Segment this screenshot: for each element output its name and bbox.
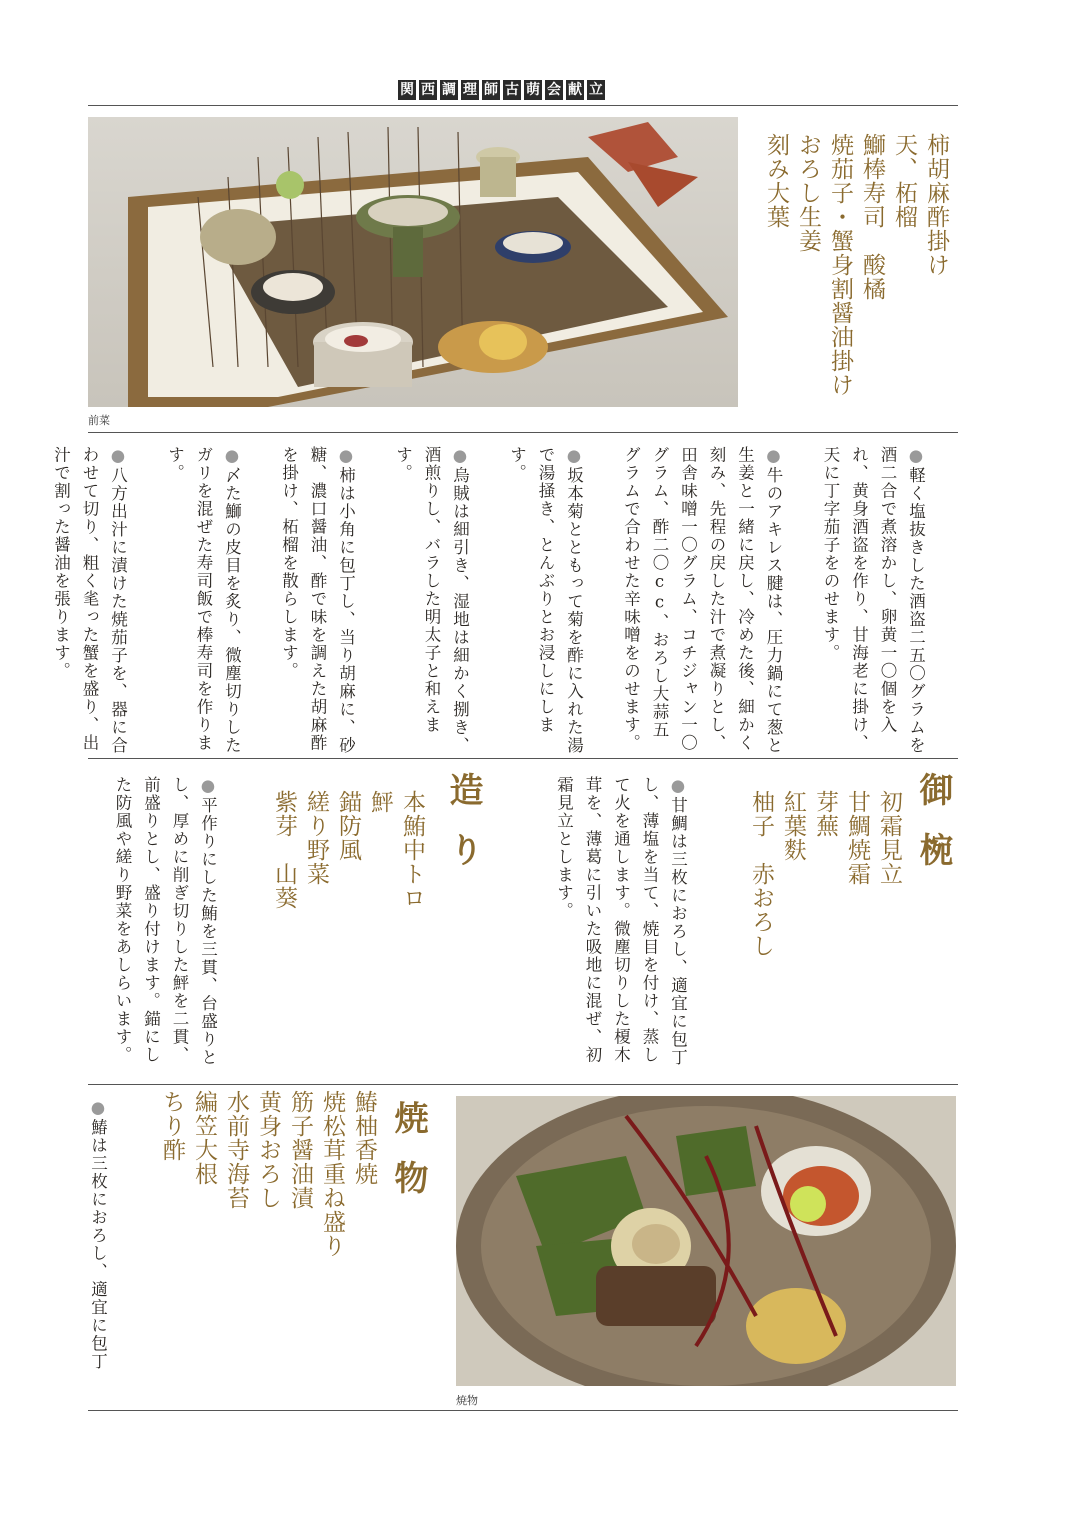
zensai-photo-illustration xyxy=(88,117,738,407)
header-char: 献 xyxy=(568,82,582,98)
instruction-text: 平作りにした鮪を三貫、台盛りとし、厚めに削ぎ切りした鮃を二貫、前盛りとし、盛り付けます。錨にした防風や縒り野菜をあしらいます。 xyxy=(113,776,218,1067)
zensai-rule xyxy=(88,432,958,433)
instruction-text: 軽く塩抜きした酒盗二五〇グラムを酒二合で煮溶かし、卵黄一〇個を入れ、黄身酒盗を作り、甘海老に掛け、天に丁字茄子をのせます。 xyxy=(821,446,926,755)
instruction-paragraph xyxy=(388,446,474,756)
tsukuri-title: 造り xyxy=(443,772,483,892)
instruction-text: 八方出汁に漬けた焼茄子を、器に合わせて切り、粗く毟った蟹を盛り、出汁で割った醤油を張ります。 xyxy=(51,446,128,755)
header-char: 会 xyxy=(547,82,561,98)
tsukuri-instructions xyxy=(100,776,250,1076)
instruction-paragraph xyxy=(816,446,930,756)
instruction-text: 〆た鰤の皮目を炙り、微塵切りしたガリを混ぜた寿司飯で棒寿司を作ります。 xyxy=(165,446,242,755)
yakimono-menu: 鰆柚香焼 焼松茸重ね盛り 筋子醤油漬 黄身おろし 水前寺海苔 編笠大根 ちり酢 xyxy=(159,1090,377,1258)
instruction-text: 烏賊は細引き、湿地は細かく捌き、酒煎りし、バラした明太子と和えます。 xyxy=(393,446,470,755)
header-char: 師 xyxy=(484,82,498,98)
instruction-paragraph xyxy=(46,446,132,756)
header-char: 理 xyxy=(463,82,477,98)
header-char: 調 xyxy=(442,82,456,98)
bullet: ● xyxy=(906,446,926,467)
bullet: ● xyxy=(88,1098,108,1119)
yakimono-instructions xyxy=(88,1098,140,1398)
instruction-paragraph xyxy=(274,446,360,756)
header-char: 関 xyxy=(400,82,414,98)
instruction-text: 柿は小角に包丁し、当り胡麻に、砂糖、濃口醤油、酢で味を調えた胡麻酢を掛け、柘榴を散らします。 xyxy=(279,446,356,755)
instruction-paragraph xyxy=(83,1098,112,1398)
zensai-instructions xyxy=(51,446,958,756)
bullet: ● xyxy=(222,446,242,467)
instruction-paragraph xyxy=(160,446,246,756)
bullet: ● xyxy=(108,446,128,467)
owan-title: 御椀 xyxy=(913,772,953,892)
bullet: ● xyxy=(198,776,218,797)
header-char: 西 xyxy=(421,82,435,98)
bottom-rule xyxy=(88,1410,958,1411)
instruction-paragraph xyxy=(616,446,787,756)
yakimono-caption: 焼物 xyxy=(456,1394,478,1407)
header-char: 萌 xyxy=(526,82,540,98)
instruction-paragraph xyxy=(549,776,692,1076)
bullet: ● xyxy=(450,446,470,467)
header-char: 立 xyxy=(589,82,603,98)
zensai-caption: 前菜 xyxy=(88,414,110,427)
tsukuri-menu: 本鮪中トロ 鮃 錨防風 縒り野菜 紫芽 山葵 xyxy=(271,790,425,910)
zensai-photo xyxy=(88,117,738,407)
instruction-paragraph xyxy=(108,776,222,1076)
bullet: ● xyxy=(668,776,688,797)
header-rule xyxy=(88,105,958,106)
header-char: 古 xyxy=(505,82,519,98)
mid-rule xyxy=(88,758,958,759)
instruction-text: 鰆は三枚におろし、適宜に包丁 xyxy=(88,1118,108,1371)
instruction-text: 坂本菊とともって菊を酢に入れた湯で湯掻き、とんぶりとお浸しにします。 xyxy=(507,446,584,755)
owan-instructions xyxy=(545,776,720,1076)
instruction-paragraph xyxy=(502,446,588,756)
owan-menu: 初霜見立 甘鯛焼霜 芽蕪 紅葉麩 柚子 赤おろし xyxy=(748,790,902,958)
bullet: ● xyxy=(336,446,356,467)
bullet: ● xyxy=(564,446,584,467)
lower-rule xyxy=(88,1084,958,1085)
yakimono-photo xyxy=(456,1096,956,1386)
yakimono-title: 焼物 xyxy=(388,1100,428,1220)
zensai-menu: 柿胡麻酢掛け 天、柘榴 鰤棒寿司 酸橘 焼茄子・蟹身割醤油掛け おろし生姜 刻み大葉 xyxy=(763,133,949,397)
instruction-text: 甘鯛は三枚におろし、適宜に包丁し、薄塩を当て、焼目を付け、蒸して火を通します。微塵切りした榎木茸を、薄葛に引いた吸地に混ぜ、初霜見立とします。 xyxy=(554,776,688,1067)
instruction-text: 牛のアキレス腱は、圧力鍋にて葱と生姜と一緒に戻し、冷めた後、細かく刻み、先程の戻した汁で煮凝りとし、田舎味噌一〇グラム、コチジャン一〇グラム、酢二〇cc、おろし大蒜五グラムで合わせた辛味噌をのせます。 xyxy=(621,446,783,755)
yakimono-photo-illustration xyxy=(456,1096,956,1386)
page-header xyxy=(398,80,605,100)
bullet: ● xyxy=(764,446,783,467)
